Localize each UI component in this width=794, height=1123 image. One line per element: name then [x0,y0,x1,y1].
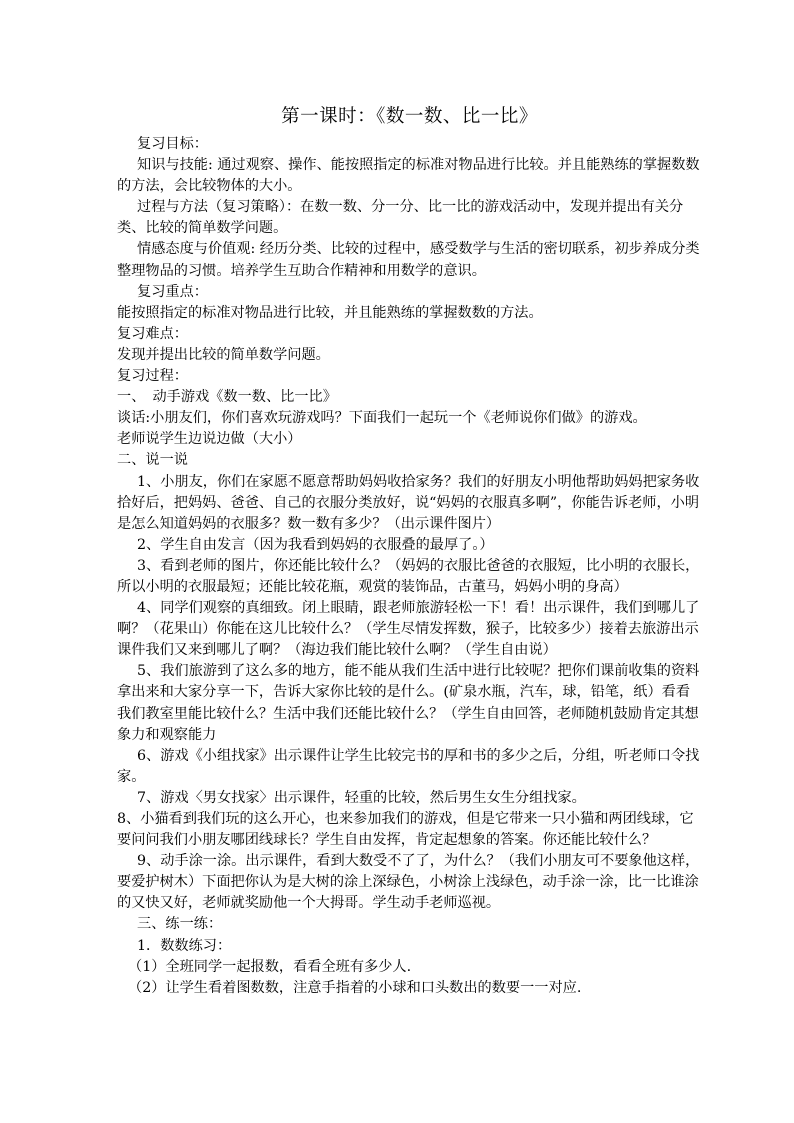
paragraph: 复习难点： [117,325,188,342]
paragraph: 一、 动手游戏《数一数、比一比》 [117,389,337,406]
paragraph: 8、小猫看到我们玩的这么开心，也来参加我们的游戏，但是它带来一只小猫和两团线球，它要问问我们小朋友哪团线球长？学生自由发挥，肯定起想象的答案。你还能比较什么？ [117,811,694,849]
paragraph: 1．数数练习： [137,937,232,954]
paragraph: 三、练一练： [137,916,223,933]
paragraph: （1）全班同学一起报数，看看全班有多少人. [128,958,412,975]
paragraph: 复习目标： [137,136,208,152]
paragraph: 知识与技能: 通过观察、操作、能按照指定的标准对物品进行比较。并且能熟练的掌握数数的方法，会比较物体的大小。 [117,157,700,195]
paragraph: 过程与方法（复习策略）：在数一数、分一分、比一比的游戏活动中，发现并提出有关分类、比较的简单数学问题。 [117,199,684,237]
paragraph: 复习过程： [117,368,188,385]
paragraph: 老师说学生边说边做（大小） [117,431,302,448]
paragraph: 2、学生自由发言（因为我看到妈妈的衣服叠的最厚了。） [137,536,494,553]
paragraph: 发现并提出比较的简单数学问题。 [117,346,330,363]
paragraph: 3、看到老师的图片，你还能比较什么？（妈妈的衣服比爸爸的衣服短，比小明的衣服长，所以小明的衣服最短；还能比较花瓶，观赏的装饰品，古董马，妈妈小明的身高） [117,557,700,595]
paragraph: 5、我们旅游到了这么多的地方，能不能从我们生活中进行比较呢？把你们课前收集的资料拿出来和大家分享一下，告诉大家你比较的是什么。(矿泉水瓶，汽车，球，铅笔，纸）看看我们教室里能比较什么？生活中我们还能比较什么？（学生自由回答，老师随机鼓励肯定其想象力和观察能力 [117,663,700,743]
paragraph: 情感态度与价值观: 经历分类、比较的过程中，感受数学与生活的密切联系，初步养成分类整理物品的习惯。培养学生互助合作精神和用数学的意识。 [117,241,700,279]
paragraph: 6、游戏《小组找家》出示课件让学生比较完书的厚和书的多少之后，分组，听老师口令找家。 [117,747,700,785]
paragraph: 复习重点： [137,283,208,300]
document-page [117,104,702,999]
paragraph: 4、同学们观察的真细致。闭上眼睛，跟老师旅游轻松一下！看！出示课件，我们到哪儿了啊？（花果山）你能在这儿比较什么？（学生尽情发挥数，猴子，比较多少）接着去旅游出示课件我们又来到哪儿了啊？（海边我们能比较什么啊？（学生自由说） [117,600,700,659]
paragraph: 1、小朋友，你们在家愿不愿意帮助妈妈收拾家务？我们的好朋友小明他帮助妈妈把家务收拾好后，把妈妈、爸爸、自己的衣服分类放好，说“妈妈的衣服真多啊”，你能告诉老师，小明是怎么知道妈妈的衣服多？数一数有多少？（出示课件图片） [117,473,700,532]
paragraph: 9、动手涂一涂。出示课件，看到大数受不了了，为什么？（我们小朋友可不要象他这样，要爱护树木）下面把你认为是大树的涂上深绿色，小树涂上浅绿色，动手涂一涂，比一比谁涂的又快又好，老师就奖励他一个大拇哥。学生动手老师巡视。 [117,853,700,912]
paragraph: 谈话:小朋友们，你们喜欢玩游戏吗？下面我们一起玩一个《老师说你们做》的游戏。 [117,410,647,427]
paragraph: 二、说一说 [117,452,188,469]
document-body [117,134,702,999]
page-title: 第一课时：《数一数、比一比》 [281,106,538,127]
paragraph: 能按照指定的标准对物品进行比较，并且能熟练的掌握数数的方法。 [117,304,543,321]
paragraph: 7、游戏〈男女找家〉出示课件，轻重的比较，然后男生女生分组找家。 [137,789,586,806]
paragraph: （2）让学生看着图数数，注意手指着的小球和口头数出的数要一一对应. [128,979,582,996]
